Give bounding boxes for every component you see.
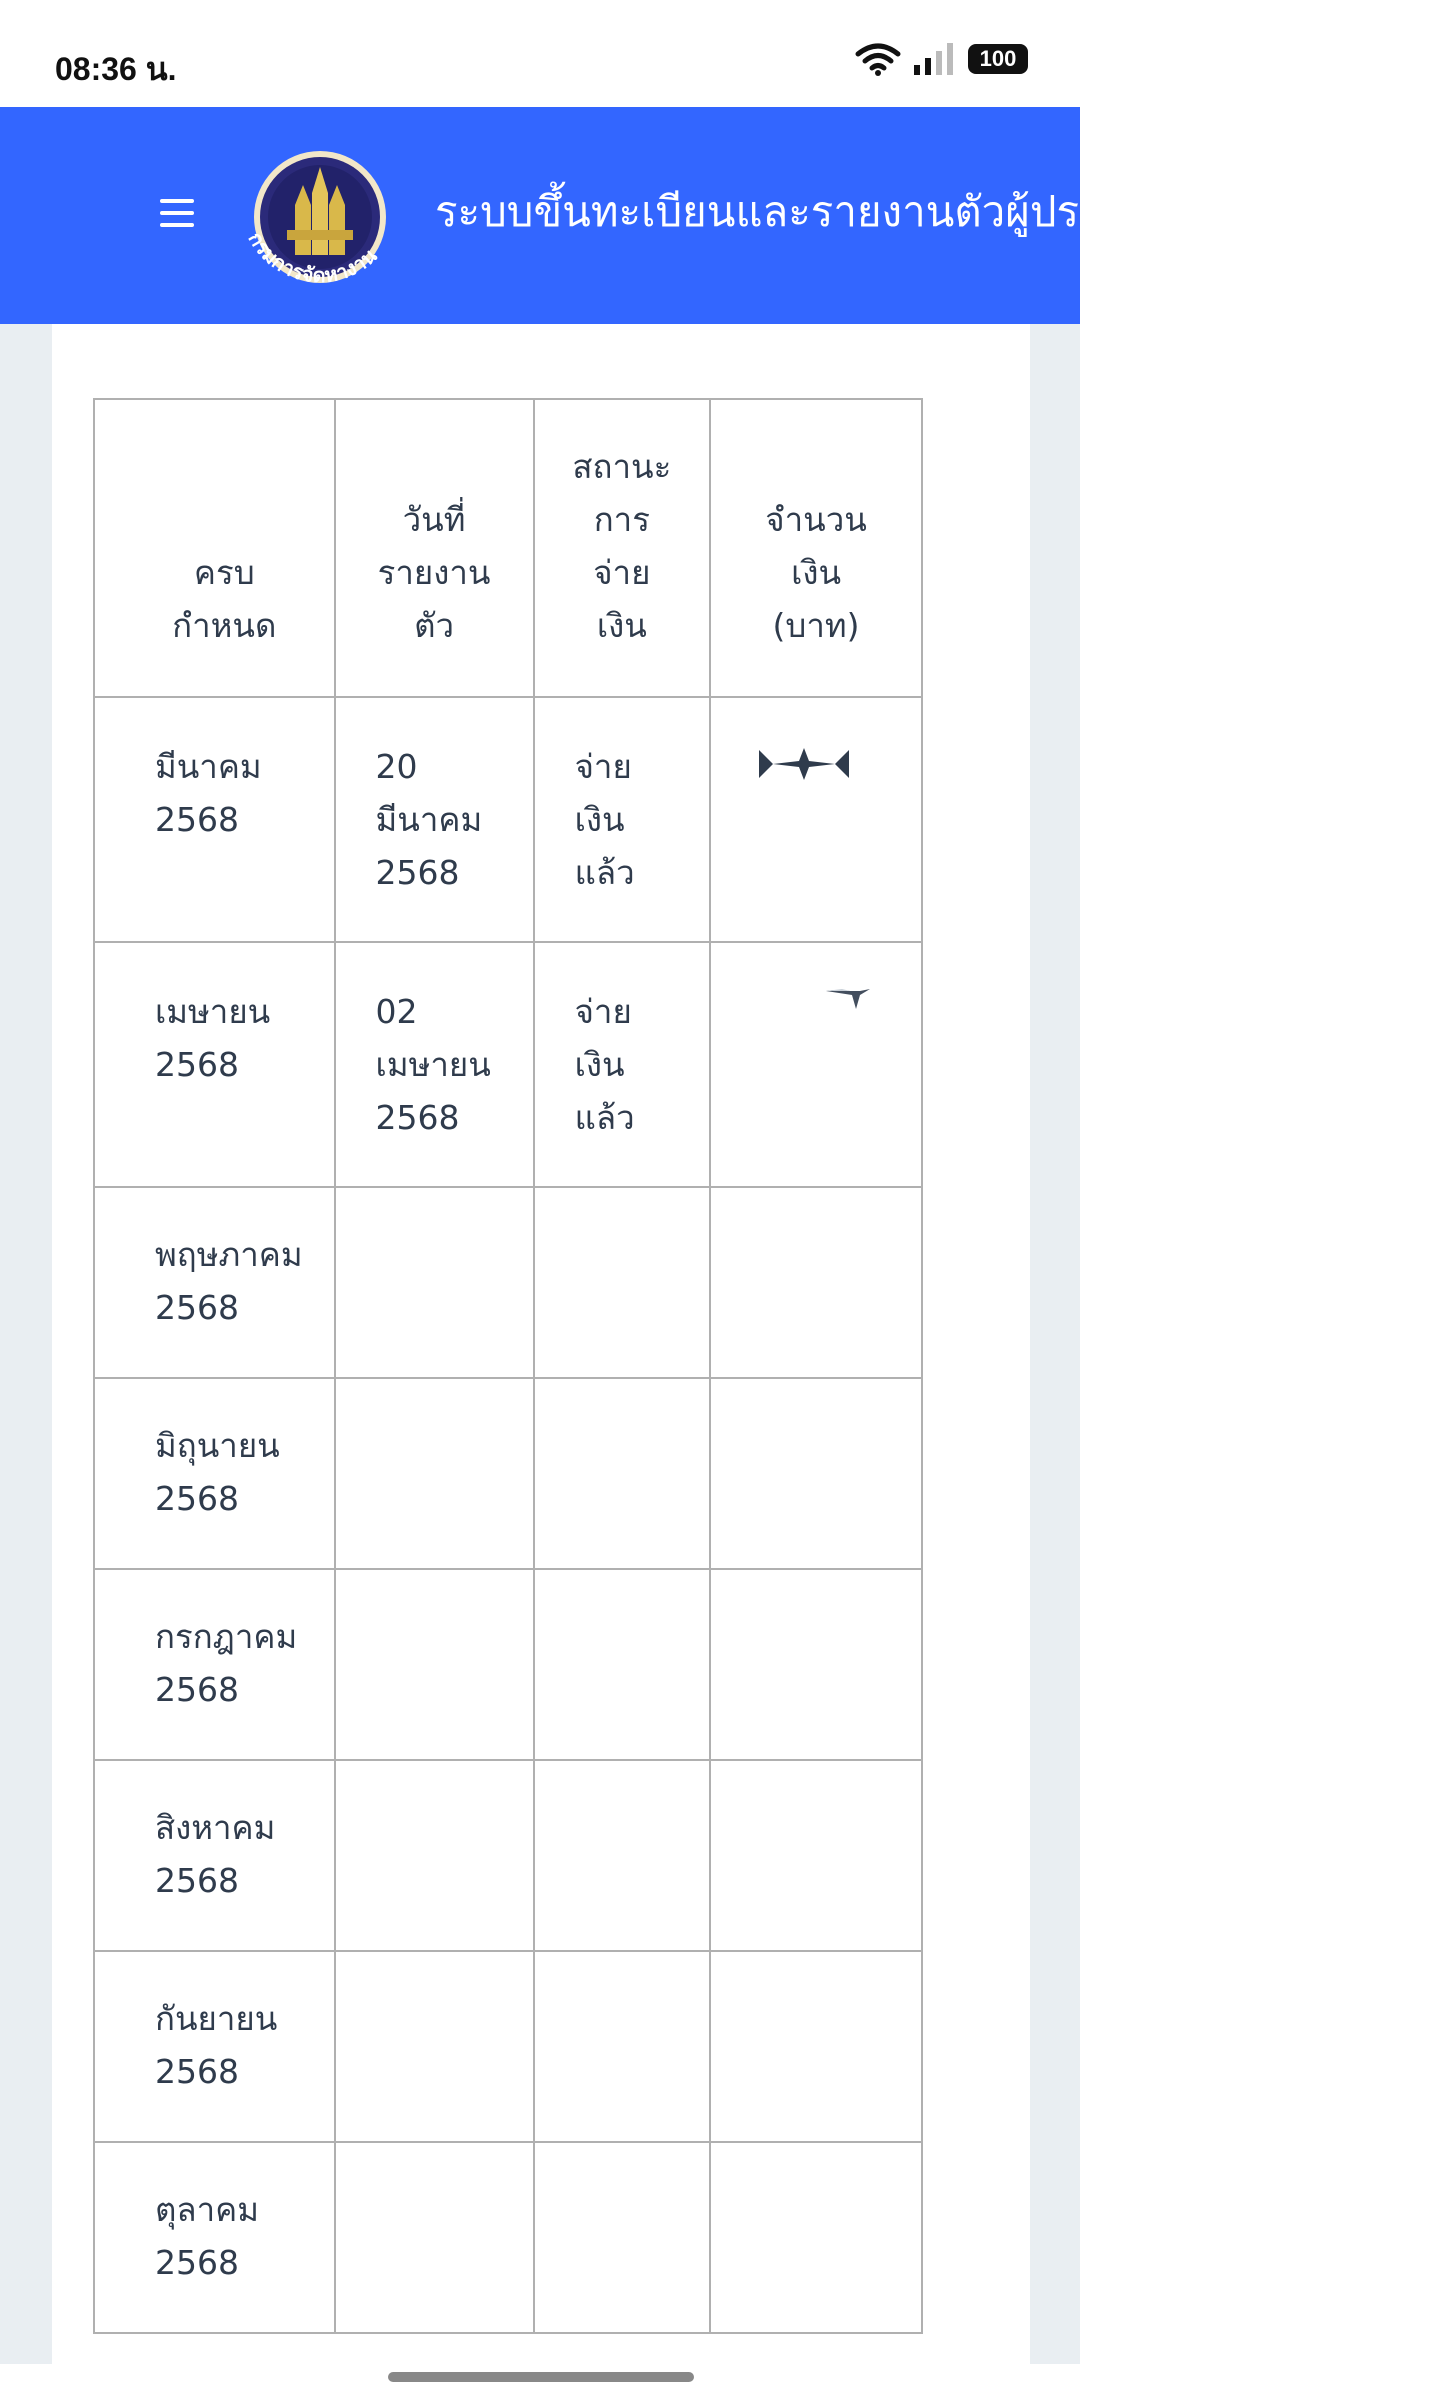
status-cell: จ่าย เงิน แล้ว [534,697,711,942]
report-date-cell [335,1760,534,1951]
logo-text: กรมการจัดหางาน [243,227,382,288]
table-row [94,1187,922,1378]
signal-icon [914,43,954,75]
home-indicator[interactable] [388,2372,694,2382]
due-cell: สิงหาคม 2568 [94,1760,335,1951]
report-date-cell [335,1569,534,1760]
amount-cell [710,697,922,942]
status-cell [534,1760,711,1951]
table-row [94,697,922,942]
due-cell: เมษายน 2568 [94,942,335,1187]
status-cell [534,1951,711,2142]
report-date-cell [335,1378,534,1569]
status-bar [0,0,1080,107]
due-cell: มีนาคม 2568 [94,697,335,942]
table-scroll-container[interactable] [153,398,983,2358]
loading-sparkle-icon [826,983,876,1019]
header-amount: จำนวน เงิน (บาท) [710,399,922,697]
report-date-cell: 02 เมษายน 2568 [335,942,534,1187]
report-table [93,398,923,2334]
amount-cell [710,1951,922,2142]
header-status: สถานะ การ จ่าย เงิน [534,399,711,697]
status-cell [534,1378,711,1569]
due-cell: มิถุนายน 2568 [94,1378,335,1569]
table-row [94,1378,922,1569]
report-date-cell [335,2142,534,2333]
wifi-icon [856,42,900,76]
status-cell [534,1187,711,1378]
content-card [52,324,1030,2364]
app-title: ระบบขึ้นทะเบียนและรายงานตัวผู้ประกันตนกรณีว่างงาน [435,187,1439,236]
amount-cell [710,2142,922,2333]
amount-cell [710,1569,922,1760]
report-date-cell [335,1187,534,1378]
amount-cell [710,1187,922,1378]
due-cell: พฤษภาคม 2568 [94,1187,335,1378]
amount-cell [710,1378,922,1569]
header-report-date: วันที่ รายงาน ตัว [335,399,534,697]
report-date-cell [335,1951,534,2142]
status-cell: จ่าย เงิน แล้ว [534,942,711,1187]
status-cell [534,2142,711,2333]
header-due: ครบ กำหนด [94,399,335,697]
status-icons [856,42,1028,76]
table-header-row [94,399,922,697]
app-header [0,107,1439,324]
amount-cell [710,1760,922,1951]
hamburger-menu-icon[interactable] [160,195,204,231]
table-row [94,2142,922,2333]
department-logo [225,135,415,310]
table-row [94,1569,922,1760]
table-row [94,942,922,1187]
table-row [94,1760,922,1951]
status-time: 08:36 น. [55,51,177,87]
due-cell: กันยายน 2568 [94,1951,335,2142]
table-row [94,1951,922,2142]
loading-sparkle-icon [759,742,854,786]
battery-icon: 100 [968,44,1028,74]
status-cell [534,1569,711,1760]
report-date-cell: 20 มีนาคม 2568 [335,697,534,942]
amount-cell [710,942,922,1187]
due-cell: กรกฎาคม 2568 [94,1569,335,1760]
due-cell: ตุลาคม 2568 [94,2142,335,2333]
